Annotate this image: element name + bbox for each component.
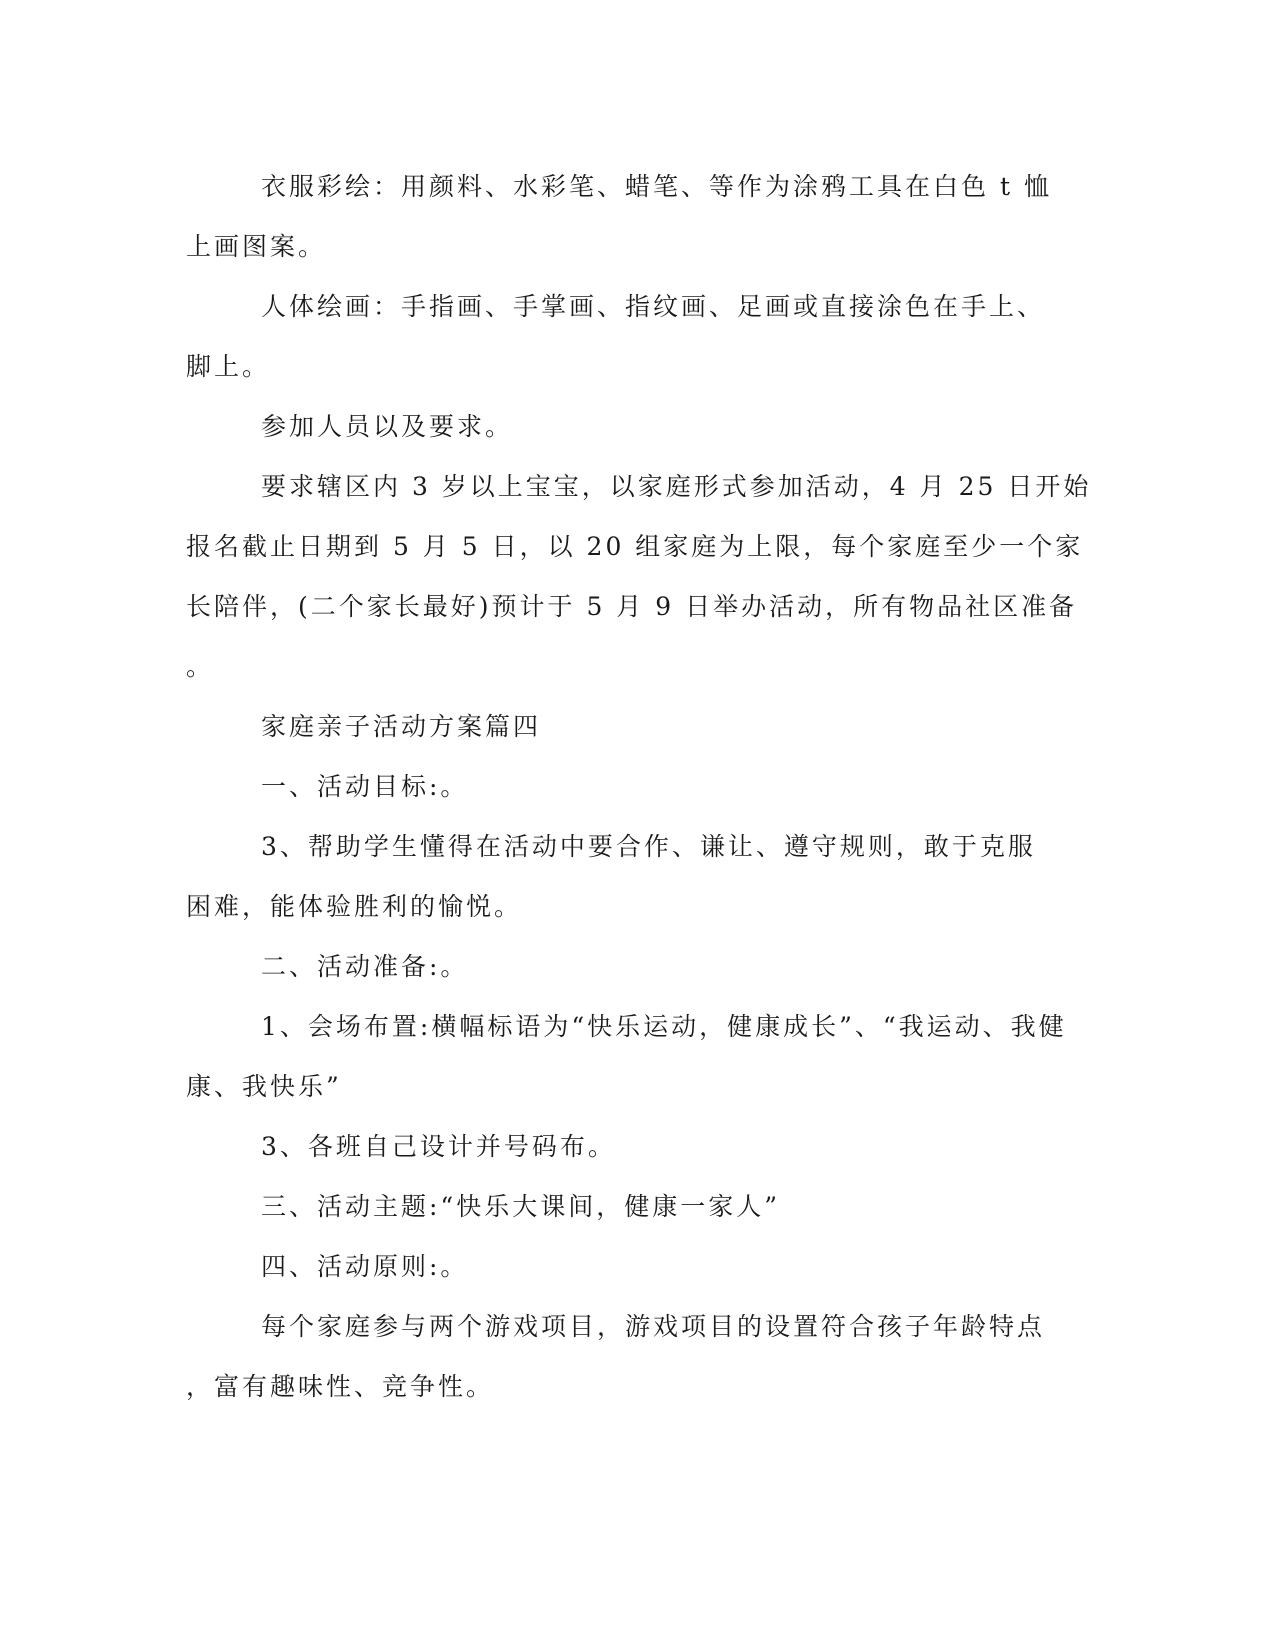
paragraph-requirements	[186, 457, 1092, 697]
text-line: 一、活动目标:。	[261, 772, 469, 801]
paragraph-goal-3	[186, 817, 1066, 937]
heading-activity-preparation	[186, 937, 1066, 997]
text-line: 康、我快乐”	[186, 1072, 342, 1101]
paragraph-body-painting	[186, 277, 1066, 397]
paragraph-clothes-painting	[186, 157, 1066, 277]
text-line: 要求辖区内 3 岁以上宝宝，以家庭形式参加活动，4 月 25 日开始	[261, 472, 1092, 501]
text-line: 3、帮助学生懂得在活动中要合作、谦让、遵守规则，敢于克服	[261, 832, 1036, 861]
text-line: 每个家庭参与两个游戏项目，游戏项目的设置符合孩子年龄特点	[261, 1312, 1046, 1341]
paragraph-venue-setup	[186, 997, 1066, 1117]
text-line: 参加人员以及要求。	[261, 412, 514, 441]
paragraph-class-numbers	[186, 1117, 1066, 1177]
text-line: 报名截止日期到 5 月 5 日，以 20 组家庭为上限，每个家庭至少一个家	[186, 532, 1084, 561]
text-line: 脚上。	[186, 352, 271, 381]
paragraph-game-items	[186, 1297, 1066, 1417]
text-line: 三、活动主题:“快乐大课间，健康一家人”	[261, 1192, 780, 1221]
text-line: 衣服彩绘：用颜料、水彩笔、蜡笔、等作为涂鸦工具在白色 t 恤	[261, 172, 1052, 201]
text-line: 。	[186, 652, 215, 681]
heading-activity-principles	[186, 1237, 1066, 1297]
text-line: 1、会场布置:横幅标语为“快乐运动，健康成长”、“我运动、我健	[261, 1012, 1067, 1041]
text-line: ，富有趣味性、竞争性。	[186, 1372, 495, 1401]
document-body	[186, 157, 1092, 1417]
text-line: 上画图案。	[186, 232, 327, 261]
text-line: 人体绘画：手指画、手掌画、指纹画、足画或直接涂色在手上、	[261, 292, 1046, 321]
section-heading-plan-four	[186, 697, 1066, 757]
text-line: 困难，能体验胜利的愉悦。	[186, 892, 523, 921]
text-line: 四、活动原则:。	[261, 1252, 469, 1281]
text-line: 家庭亲子活动方案篇四	[261, 712, 542, 741]
text-line: 长陪伴，(二个家长最好)预计于 5 月 9 日举办活动，所有物品社区准备	[186, 592, 1078, 621]
text-line: 二、活动准备:。	[261, 952, 469, 981]
paragraph-participants	[186, 397, 1066, 457]
heading-activity-theme	[186, 1177, 1066, 1237]
text-line: 3、各班自己设计并号码布。	[261, 1132, 616, 1161]
heading-activity-goals	[186, 757, 1066, 817]
